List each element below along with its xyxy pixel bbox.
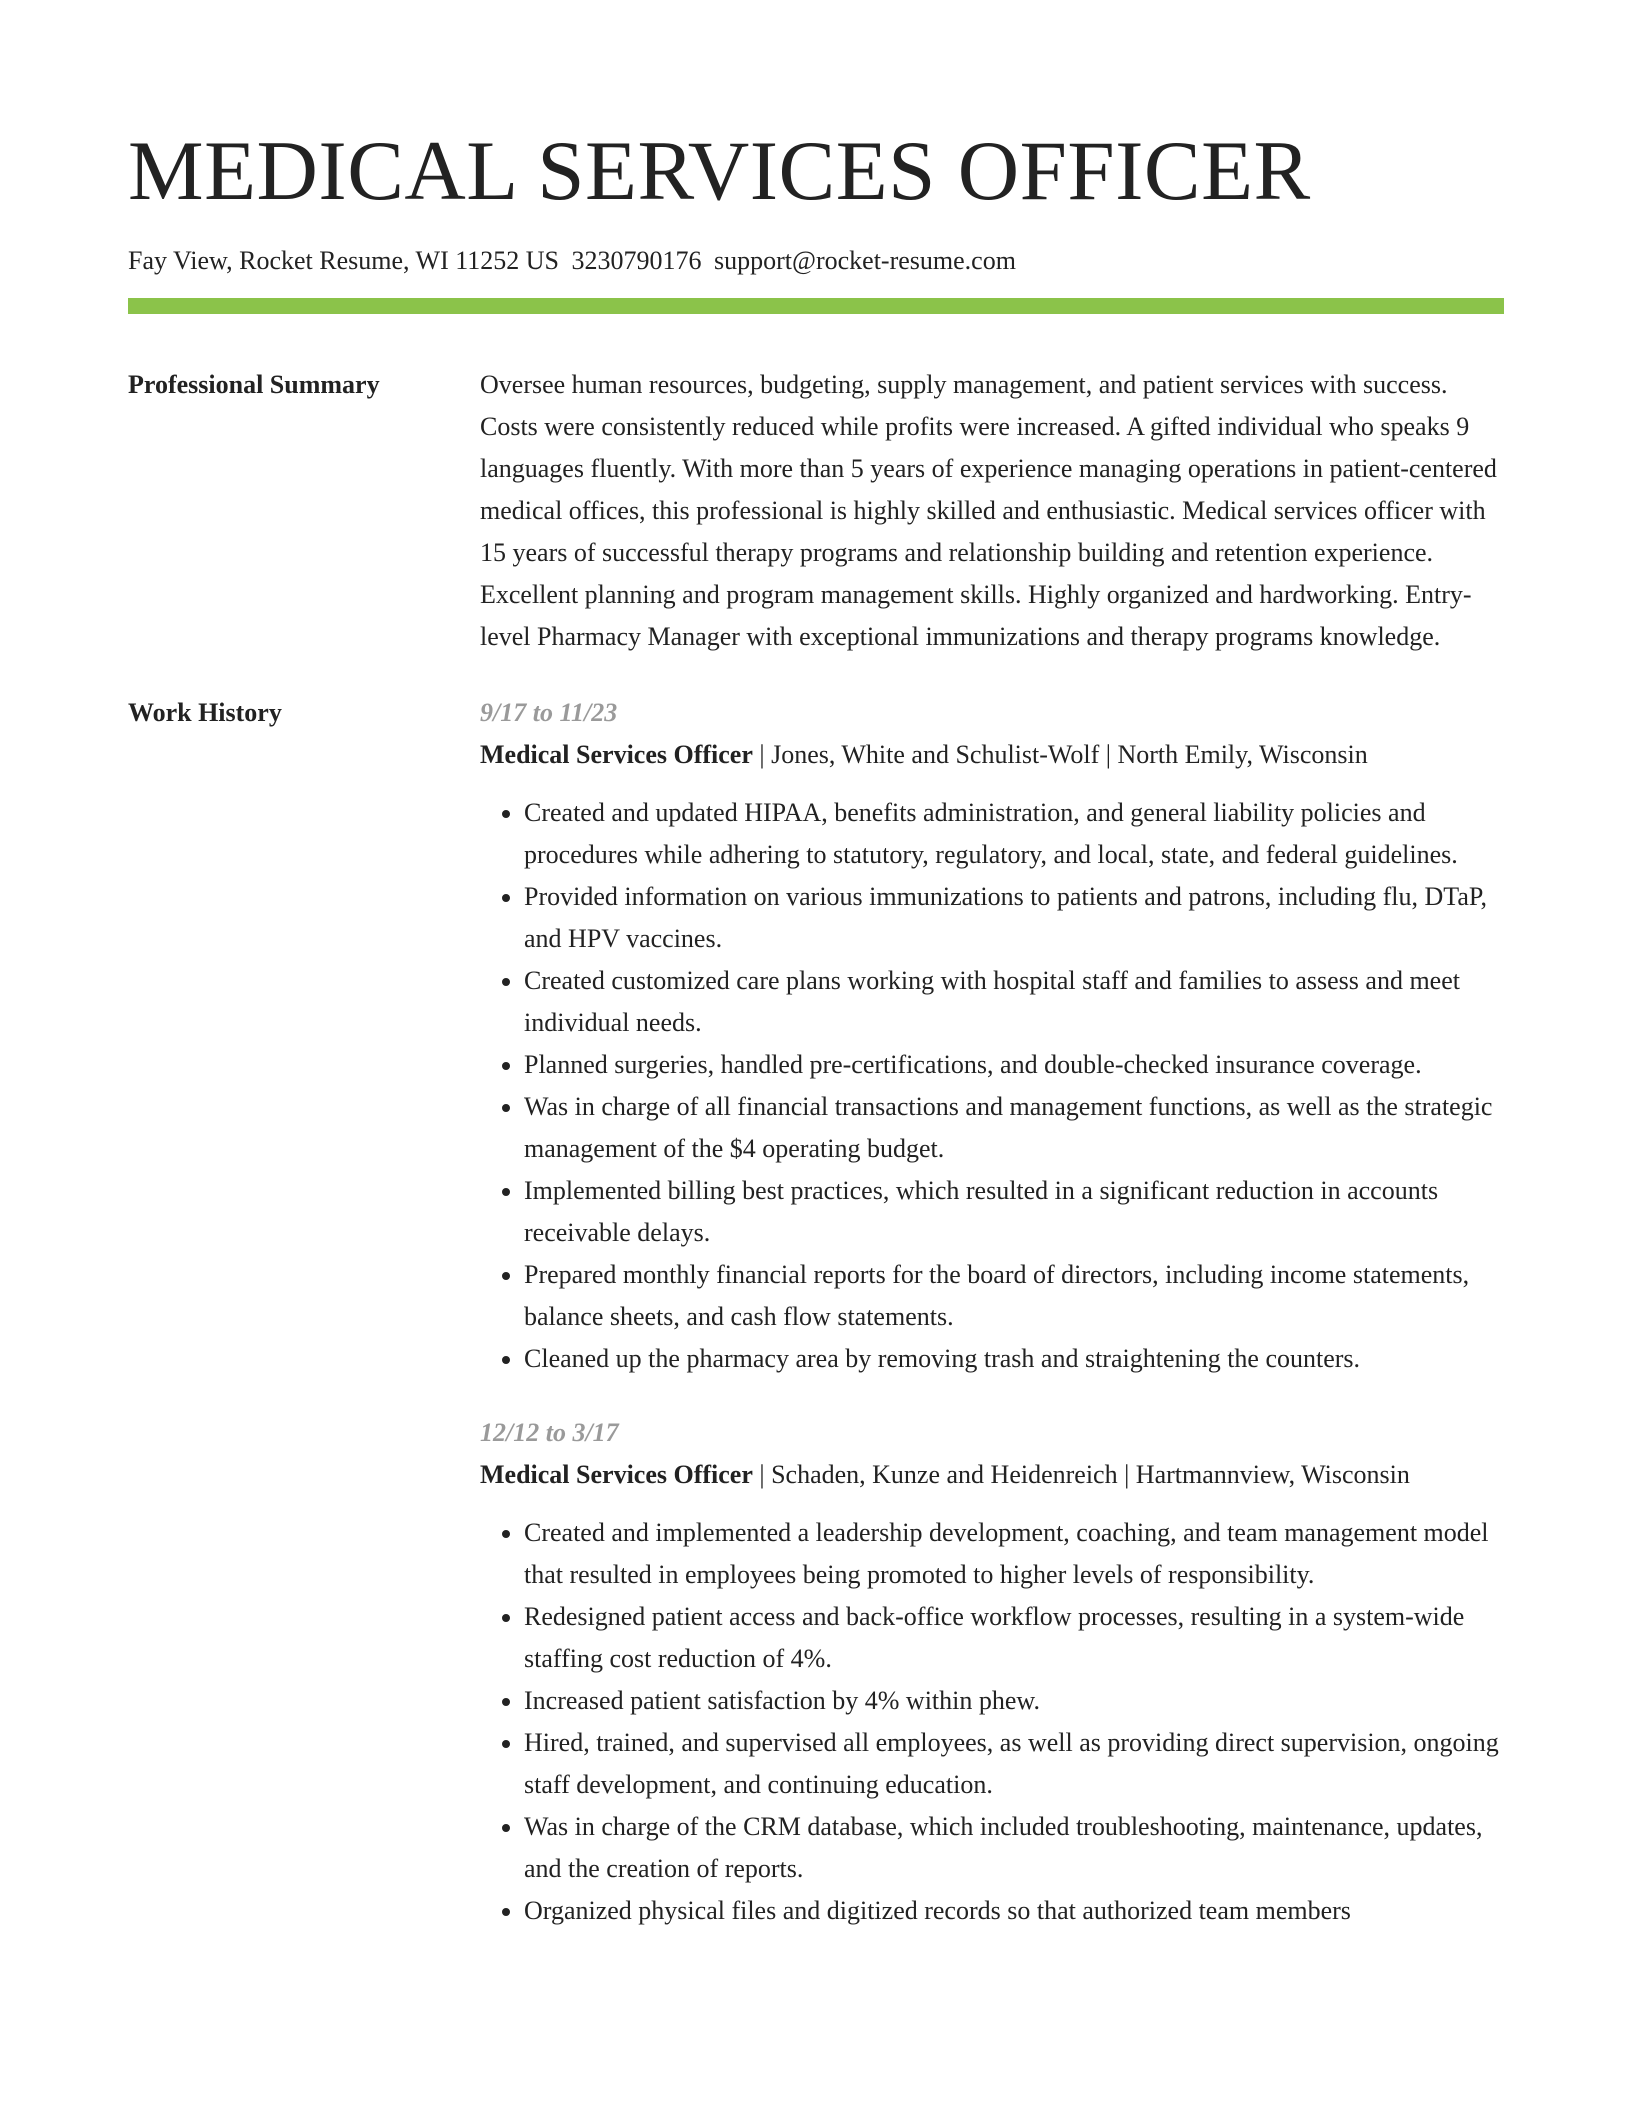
job-entry xyxy=(480,692,1504,1380)
job-role: Medical Services Officer xyxy=(480,740,753,769)
duty-item: • Created and updated HIPAA, benefits administration, and general liability policies and procedures while adhering to statutory, regulatory, and local, state, and federal guidelines. xyxy=(524,792,1504,876)
job-dates: 12/12 to 3/17 xyxy=(480,1418,619,1447)
contact-line xyxy=(128,244,1504,278)
duty-item: • Planned surgeries, handled pre-certifications, and double-checked insurance coverage. xyxy=(524,1044,1504,1086)
duty-item: • Was in charge of the CRM database, which included troubleshooting, maintenance, updates, and the creation of reports. xyxy=(524,1806,1504,1890)
work-history-title: Work History xyxy=(128,698,282,727)
header-divider xyxy=(128,298,1504,314)
job-duties xyxy=(480,1512,1504,1932)
job-dates: 9/17 to 11/23 xyxy=(480,698,618,727)
resume-page xyxy=(128,0,1504,1932)
duty-item: • Cleaned up the pharmacy area by removing trash and straightening the counters. xyxy=(524,1338,1504,1380)
duty-item: • Implemented billing best practices, which resulted in a significant reduction in accounts receivable delays. xyxy=(524,1170,1504,1254)
contact-email[interactable]: support@rocket-resume.com xyxy=(714,246,1016,275)
resume-name: MEDICAL SERVICES OFFICER xyxy=(128,124,1311,218)
job-heading xyxy=(480,1454,1504,1496)
work-history-body xyxy=(480,692,1504,1932)
duty-item: • Was in charge of all financial transactions and management functions, as well as the strategic management of the $4 operating budget. xyxy=(524,1086,1504,1170)
contact-address: Fay View, Rocket Resume, WI 11252 US xyxy=(128,246,560,275)
duty-item: • Redesigned patient access and back-office workflow processes, resulting in a system-wide staffing cost reduction of 4%. xyxy=(524,1596,1504,1680)
job-role: Medical Services Officer xyxy=(480,1460,753,1489)
duty-item: • Hired, trained, and supervised all employees, as well as providing direct supervision, ongoing staff development, and continuing education. xyxy=(524,1722,1504,1806)
duty-item: • Prepared monthly financial reports for the board of directors, including income statements, balance sheets, and cash flow statements. xyxy=(524,1254,1504,1338)
duty-item: • Provided information on various immunizations to patients and patrons, including flu, DTaP, and HPV vaccines. xyxy=(524,876,1504,960)
job-duties xyxy=(480,792,1504,1380)
summary-title: Professional Summary xyxy=(128,370,380,399)
work-history-section xyxy=(128,692,1504,1932)
duty-item: • Created and implemented a leadership development, coaching, and team management model that resulted in employees being promoted to higher levels of responsibility. xyxy=(524,1512,1504,1596)
contact-phone: 3230790176 xyxy=(571,246,702,275)
summary-body xyxy=(480,364,1504,658)
duty-item: • Increased patient satisfaction by 4% within phew. xyxy=(524,1680,1504,1722)
job-heading xyxy=(480,734,1504,776)
job-entry xyxy=(480,1412,1504,1932)
job-details: | Schaden, Kunze and Heidenreich | Hartmannview, Wisconsin xyxy=(752,1460,1410,1489)
summary-text: Oversee human resources, budgeting, supply management, and patient services with success. Costs were consistently reduced while profits were increased. A gifted individual who speaks 9 languages fluently. With more than 5 years of experience managing operations in patient-centered medical offices, this professional is highly skilled and enthusiastic. Medical services officer with 15 years of successful therapy programs and relationship building and retention experience. Excellent planning and program management skills. Highly organized and hardworking. Entry-level Pharmacy Manager with exceptional immunizations and therapy programs knowledge. xyxy=(480,370,1497,651)
duty-item: • Created customized care plans working with hospital staff and families to assess and meet individual needs. xyxy=(524,960,1504,1044)
job-details: | Jones, White and Schulist-Wolf | North Emily, Wisconsin xyxy=(752,740,1368,769)
summary-section xyxy=(128,364,1504,658)
duty-item: • Organized physical files and digitized records so that authorized team members xyxy=(524,1890,1504,1932)
